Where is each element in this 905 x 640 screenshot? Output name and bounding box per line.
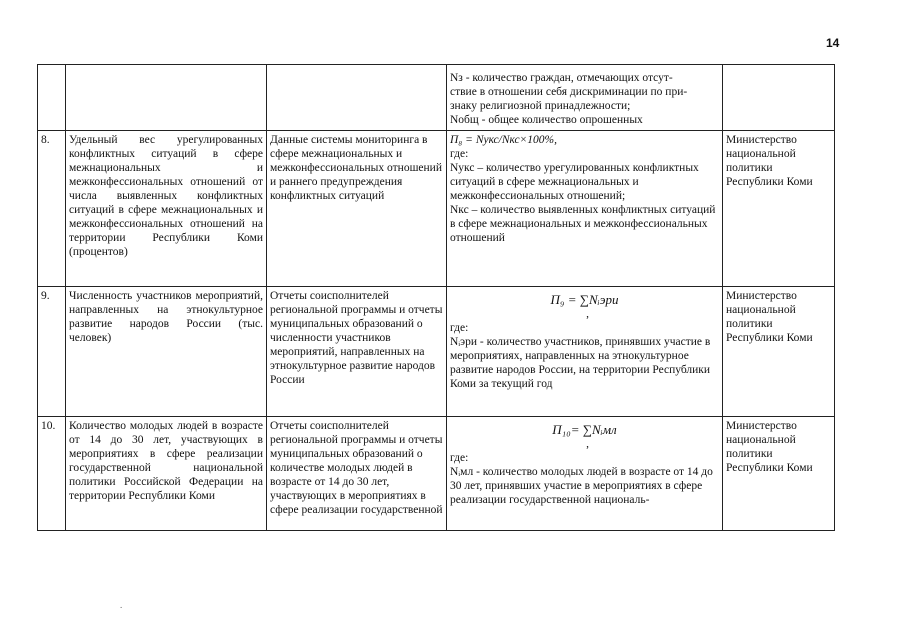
responsible-cell: Министерство национальной политики Республики Коми [723, 131, 835, 287]
definition: Nᵢмл - количество молодых людей в возрасте от 14 до 30 лет, принявших участие в мероприятиях в сфере реализации государственной националь- [450, 466, 713, 506]
indicators-table [37, 64, 835, 531]
method-line: Nз - количество граждан, отмечающих отсут- [450, 72, 673, 84]
where-label: где: [450, 322, 469, 334]
responsible-cell: Министерство национальной политики Республики Коми [723, 417, 835, 531]
row-number: 9. [38, 287, 66, 417]
table-row [38, 65, 835, 131]
method-line: ствие в отношении себя дискриминации по при- [450, 86, 688, 98]
indicator-cell: Численность участников мероприятий, направленных на этнокультурное развитие народов России (тыс. человек) [66, 287, 267, 417]
formula: П₁₀= ∑Nᵢмл [552, 422, 617, 437]
table-row [38, 287, 835, 417]
indicator-cell: Удельный вес урегулированных конфликтных ситуаций в сфере межнациональных и межконфессиональных отношений от числа выявленных конфликтных ситуаций в сфере межнациональных и межконфессиональных отношений на территории Республики Коми (процентов) [66, 131, 267, 287]
source-cell: Отчеты соисполнителей региональной программы и отчеты муниципальных образований о количестве молодых людей в возрасте от 14 до 30 лет, участвующих в мероприятиях в сфере реализации государственной [267, 417, 447, 531]
row-number: 10. [38, 417, 66, 531]
responsible-cell [723, 65, 835, 131]
definition: Nᵢэри - количество участников, принявших участие в мероприятиях, направленных на этнокультурное развитие народов России, на территории Республики Коми за текущий год [450, 336, 711, 390]
formula-comma: , [586, 308, 589, 320]
definition: Nукс – количество урегулированных конфликтных ситуаций в сфере межнациональных и межконфессиональных отношений; [450, 162, 699, 202]
table-row [38, 417, 835, 531]
formula-comma: , [586, 438, 589, 450]
where-label: где: [450, 452, 469, 464]
scan-mark: . [120, 600, 123, 610]
source-cell [267, 65, 447, 131]
method-line: Nобщ - общее количество опрошенных [450, 114, 643, 126]
method-cell [447, 417, 723, 531]
where-label: где: [450, 148, 469, 160]
method-line: знаку религиозной принадлежности; [450, 100, 631, 112]
definition: Nкс – количество выявленных конфликтных ситуаций в сфере межнациональных и межконфессиональных отношений [450, 204, 716, 244]
row-number [38, 65, 66, 131]
method-cell [447, 65, 723, 131]
source-cell: Отчеты соисполнителей региональной программы и отчеты муниципальных образований о численности участников мероприятий, направленных на этнокультурное развитие народов России [267, 287, 447, 417]
formula: П₈ = Nукс/Nкс×100%, [450, 134, 558, 146]
source-cell: Данные системы мониторинга в сфере межнациональных и межконфессиональных отношений и раннего предупреждения конфликтных ситуаций [267, 131, 447, 287]
table-row [38, 131, 835, 287]
method-cell [447, 287, 723, 417]
method-cell [447, 131, 723, 287]
page-number: 14 [826, 36, 840, 50]
indicator-cell: Количество молодых людей в возрасте от 14 до 30 лет, участвующих в мероприятиях в сфере реализации государственной национальной политики Российской Федерации на территории Республики Коми [66, 417, 267, 531]
formula: П₉ = ∑Nᵢэри [550, 292, 619, 307]
responsible-cell: Министерство национальной политики Республики Коми [723, 287, 835, 417]
row-number: 8. [38, 131, 66, 287]
indicator-cell [66, 65, 267, 131]
